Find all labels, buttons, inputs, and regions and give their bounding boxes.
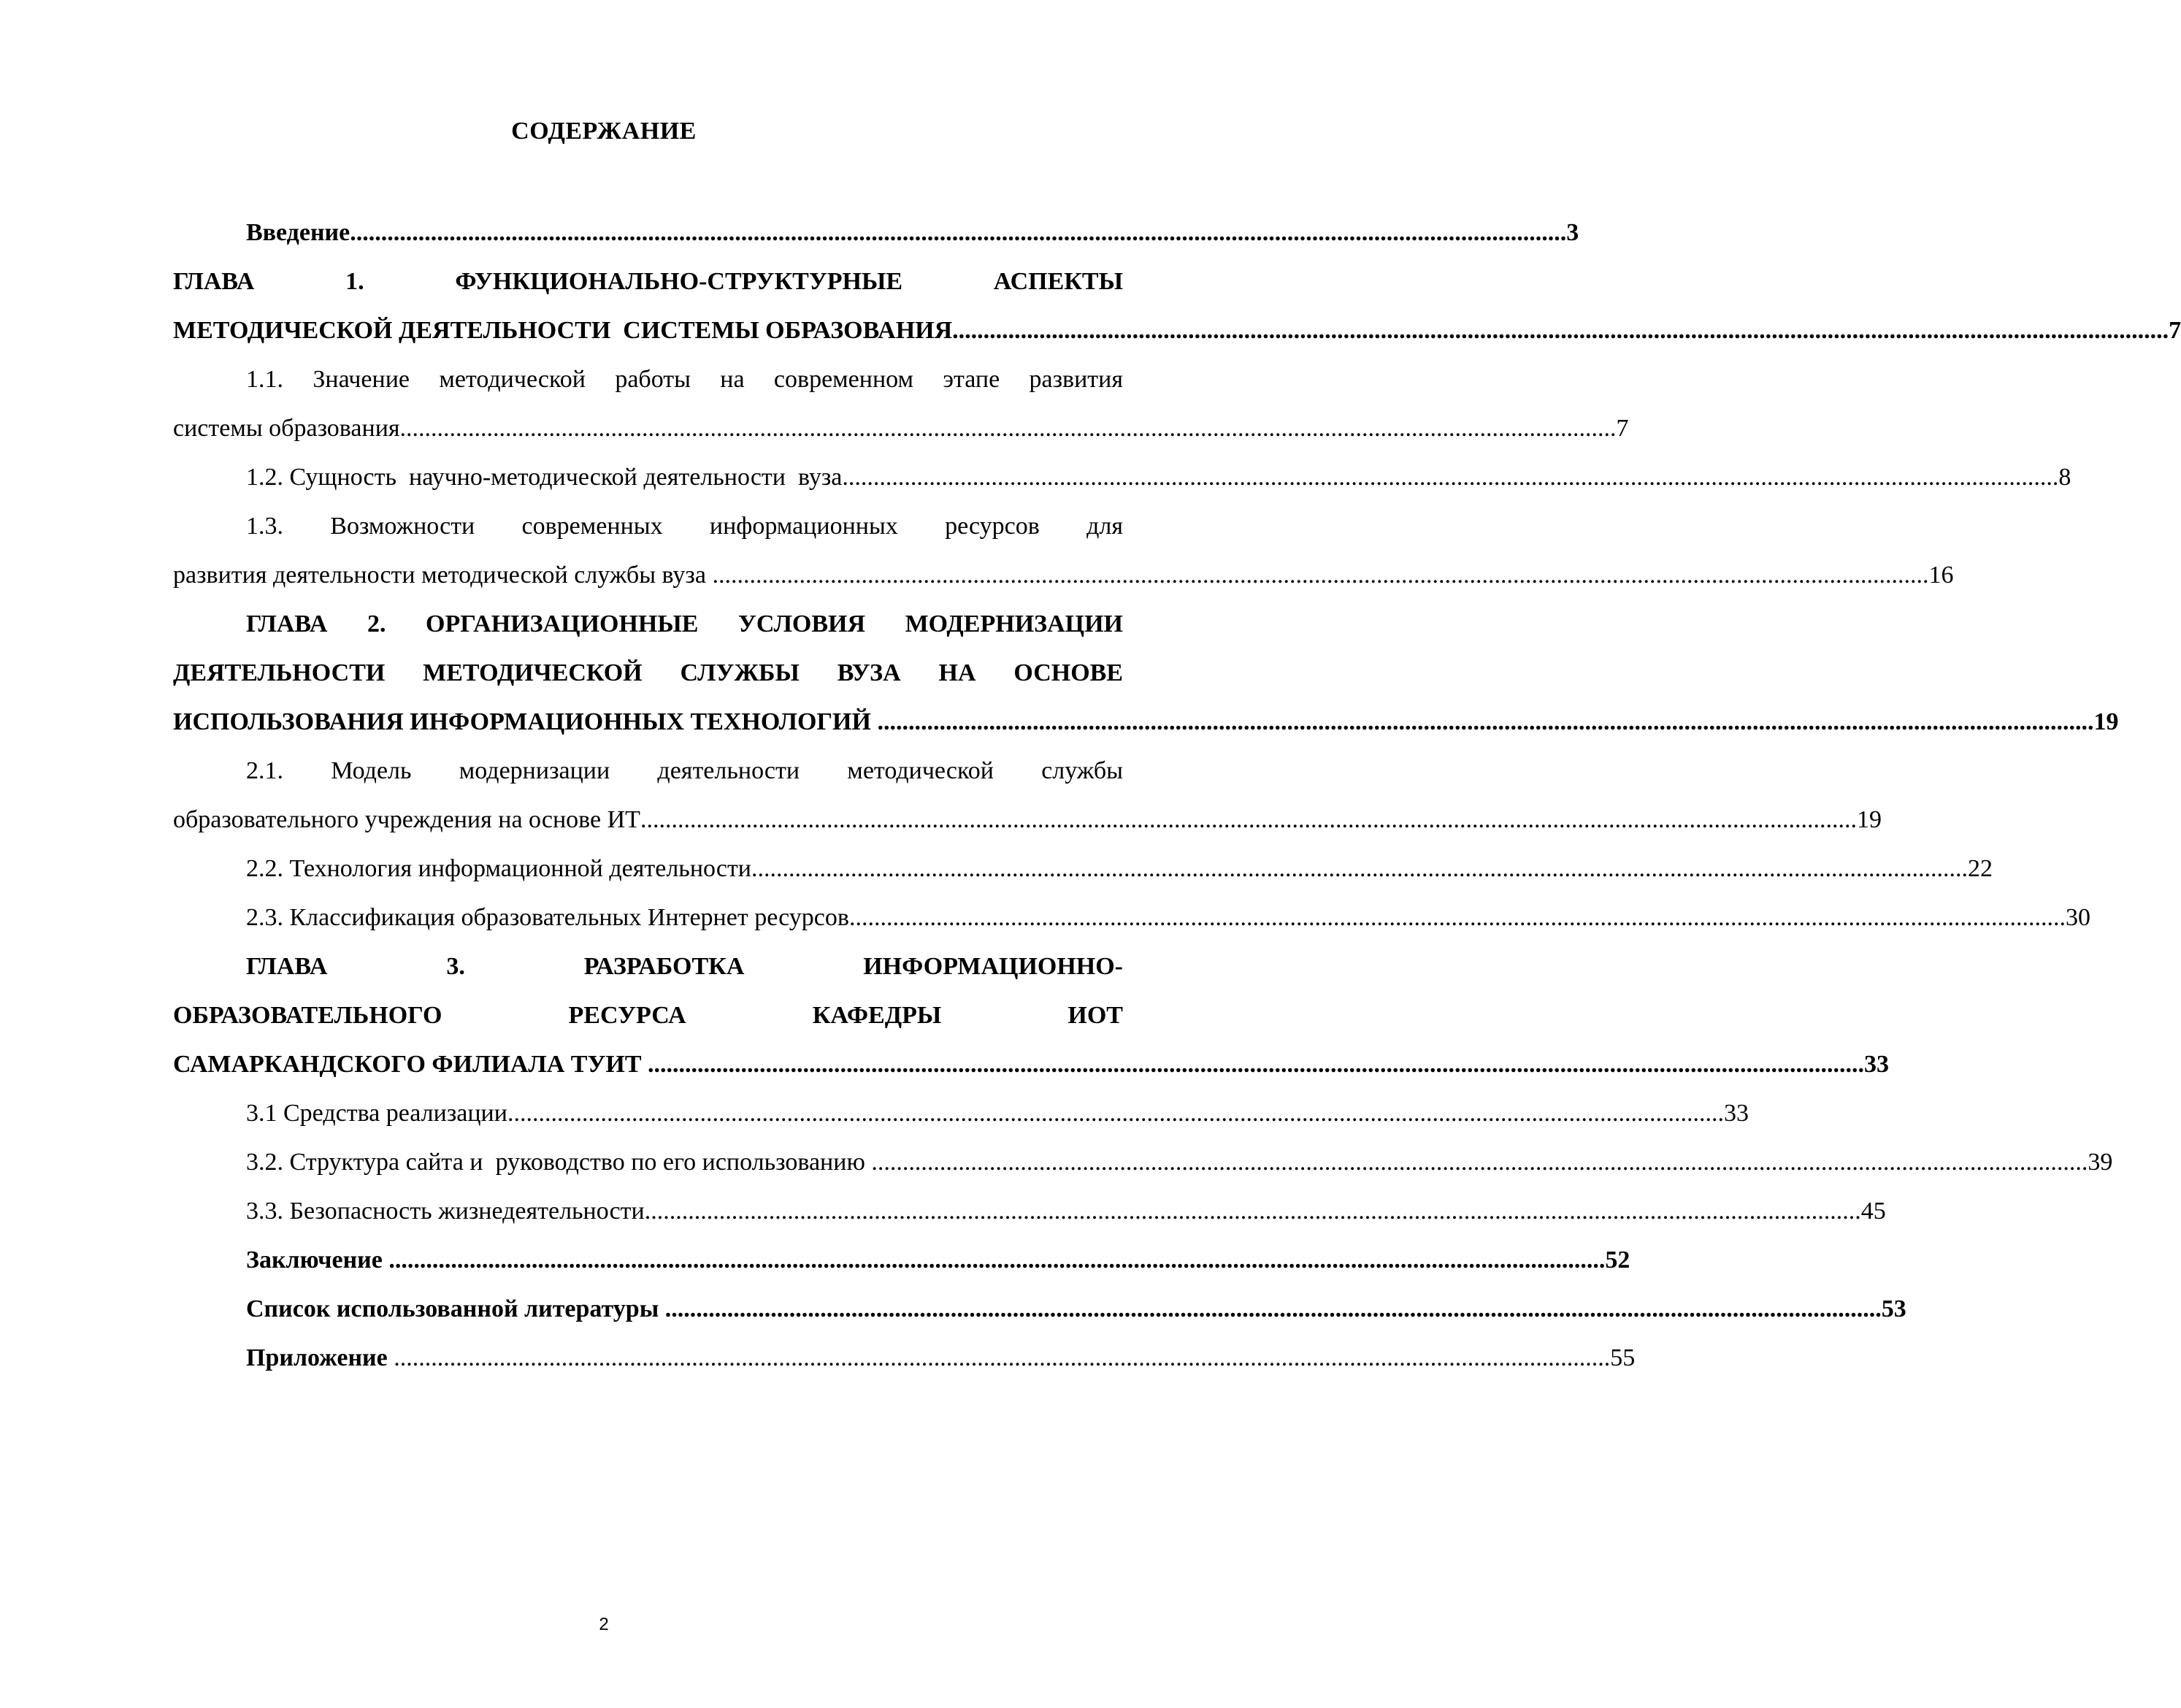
toc-entry-3-3 [173,1187,1886,1236]
toc-entry-2-1-line2 [173,796,1882,844]
dot-leader: .................................................................................................................................................................................................... [712,562,1929,589]
toc-entry-3-1 [173,1089,1749,1138]
toc-page-number: 19 [2093,708,2119,735]
toc-entry-label: Список использованной литературы [246,1295,665,1322]
toc-entry-3-2 [173,1138,2113,1187]
page-title: СОДЕРЖАНИЕ [511,118,697,145]
toc-entry-label: 2.3. Классификация образовательных Интернет ресурсов [246,904,849,931]
toc-page-number: 16 [1928,562,1954,589]
toc-entry-chapter3-line3 [173,1041,1890,1089]
toc-page-number: 30 [2065,904,2090,931]
dot-leader: .................................................................................................................................................................................................... [848,904,2066,931]
toc-page-number: 22 [1968,855,1993,882]
dot-leader: .................................................................................................................................................................................................... [842,464,2059,491]
toc-entry-label: 3.1 Средства реализации [246,1100,507,1127]
dot-leader: .................................................................................................................................................................................................... [350,219,1567,246]
toc-page-number: 7 [2169,317,2181,344]
toc-page-number: 45 [1860,1198,1886,1225]
toc-entry-label: 1.2. Сущность научно-методической деятельности вуза [246,464,843,491]
dot-leader: .................................................................................................................................................................................................... [388,1246,1606,1274]
dot-leader: .................................................................................................................................................................................................... [507,1100,1724,1127]
toc-entry-1-1-line1: 1.1. Значение методической работы на современном этапе развития [246,366,1123,393]
toc-entry-label: системы образования [173,415,400,442]
toc-entry-label: ИСПОЛЬЗОВАНИЯ ИНФОРМАЦИОННЫХ ТЕХНОЛОГИЙ [173,708,878,735]
toc-entry-2-3 [173,894,2090,942]
toc-entry-chapter2-line1: ГЛАВА 2. ОРГАНИЗАЦИОННЫЕ УСЛОВИЯ МОДЕРНИЗАЦИИ [246,610,1123,637]
toc-entry-1-2 [173,453,2071,502]
toc-entry-chapter2-line3 [173,698,2119,746]
toc-entry-references [173,1285,1906,1333]
toc-entry-2-2 [173,845,1993,893]
toc-entry-chapter2-line2: ДЕЯТЕЛЬНОСТИ МЕТОДИЧЕСКОЙ СЛУЖБЫ ВУЗА НА ОСНОВЕ [173,659,1123,686]
dot-leader: .................................................................................................................................................................................................... [952,317,2169,344]
toc-entry-label: 3.2. Структура сайта и руководство по его использованию [246,1149,872,1176]
toc-entry-1-3-line1: 1.3. Возможности современных информационных ресурсов для [246,513,1123,540]
dot-leader: .................................................................................................................................................................................................... [877,708,2094,735]
page-number: 2 [599,1615,609,1634]
dot-leader: .................................................................................................................................................................................................... [648,1051,1865,1078]
toc-entry-label: САМАРКАНДСКОГО ФИЛИАЛА ТУИТ [173,1051,648,1078]
toc-entry-chapter1-line1: ГЛАВА 1. ФУНКЦИОНАЛЬНО-СТРУКТУРНЫЕ АСПЕКТЫ [173,268,1123,295]
toc-entry-label: Заключение [246,1246,389,1274]
toc-entry-appendix [173,1334,1636,1382]
dot-leader: .................................................................................................................................................................................................... [644,1198,1861,1225]
toc-entry-1-3-line2 [173,551,1954,600]
toc-entry-label: 2.2. Технология информационной деятельности [246,855,752,882]
toc-entry-1-1-line2 [173,405,1629,453]
toc-page-number: 33 [1864,1051,1890,1078]
toc-page-number: 19 [1856,806,1882,833]
toc-entry-conclusion [173,1236,1630,1284]
toc-entry-chapter1-line2 [173,307,2181,355]
dot-leader: .................................................................................................................................................................................................... [394,1344,1611,1371]
toc-entry-label: образовательного учреждения на основе ИТ [173,806,640,833]
toc-page-number: 7 [1616,415,1629,442]
toc-entry-chapter3-line1: ГЛАВА 3. РАЗРАБОТКА ИНФОРМАЦИОННО- [246,953,1123,980]
toc-entry-label: Приложение [246,1344,394,1371]
toc-entry-label: Введение [246,219,350,246]
dot-leader: .................................................................................................................................................................................................... [751,855,1969,882]
toc-entry-label: 3.3. Безопасность жизнедеятельности [246,1198,645,1225]
dot-leader: .................................................................................................................................................................................................... [399,415,1617,442]
toc-page-number: 52 [1605,1246,1630,1274]
toc-entry-2-1-line1: 2.1. Модель модернизации деятельности методической службы [246,757,1123,784]
toc-page-number: 8 [2058,464,2071,491]
dot-leader: .................................................................................................................................................................................................... [871,1149,2088,1176]
toc-entry-label: развития деятельности методической службы вуза [173,562,713,589]
toc-page-number: 53 [1881,1295,1906,1322]
toc-page-number: 39 [2088,1149,2113,1176]
toc-page-number: 3 [1566,219,1579,246]
toc-entry-intro [173,209,1579,257]
toc-page-number: 33 [1723,1100,1749,1127]
dot-leader: .................................................................................................................................................................................................... [640,806,1857,833]
toc-entry-chapter3-line2: ОБРАЗОВАТЕЛЬНОГО РЕСУРСА КАФЕДРЫ ИОТ [173,1002,1123,1029]
dot-leader: .................................................................................................................................................................................................... [664,1295,1882,1322]
toc-page-number: 55 [1610,1344,1636,1371]
toc-entry-label: МЕТОДИЧЕСКОЙ ДЕЯТЕЛЬНОСТИ СИСТЕМЫ ОБРАЗОВАНИЯ [173,317,953,344]
